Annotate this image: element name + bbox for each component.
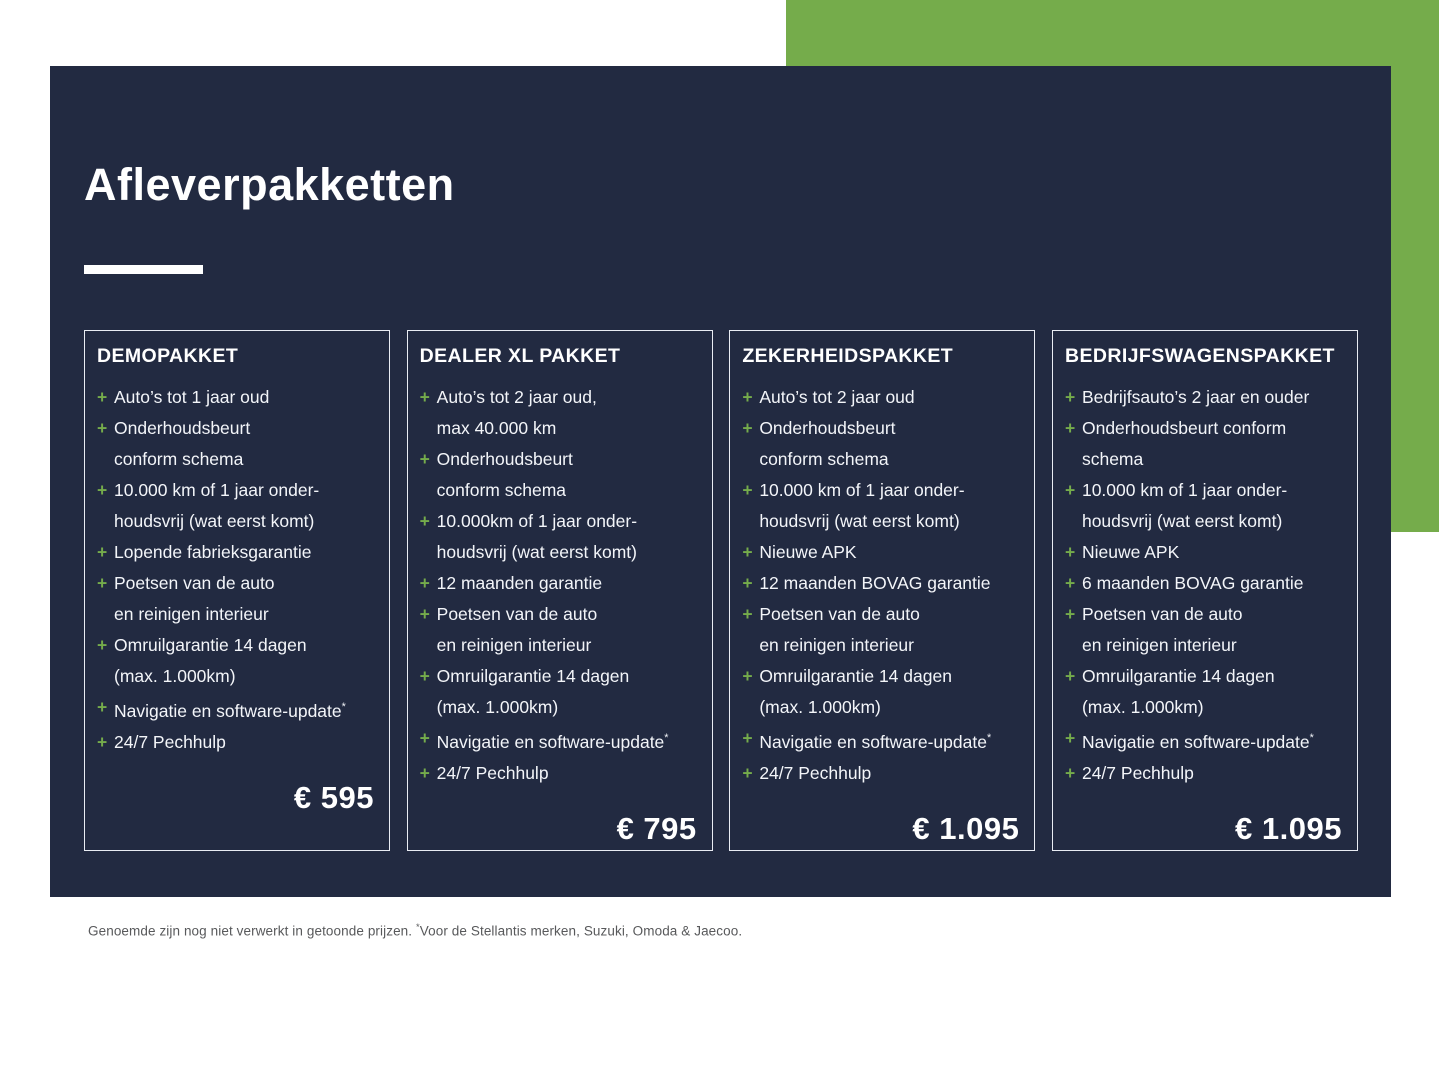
feature-text: Lopende fabrieksgarantie <box>114 542 312 562</box>
plus-bullet-icon: + <box>419 604 430 624</box>
package-feature-continued <box>420 475 698 506</box>
feature-text: Navigatie en software-update* <box>1081 731 1314 752</box>
package-feature <box>1065 599 1343 630</box>
feature-text: en reinigen interieur <box>114 604 269 624</box>
package-feature <box>420 661 698 692</box>
plus-bullet-icon: + <box>419 387 430 407</box>
package-feature <box>1065 382 1343 413</box>
plus-bullet-icon: + <box>1064 666 1076 686</box>
package-feature <box>742 475 1020 506</box>
package-card <box>729 330 1035 851</box>
plus-bullet-icon: + <box>1064 480 1076 500</box>
package-feature <box>742 758 1020 789</box>
feature-text: Navigatie en software-update* <box>759 731 992 752</box>
feature-text: 12 maanden BOVAG garantie <box>759 573 991 593</box>
plus-bullet-icon: + <box>742 573 753 593</box>
package-feature <box>742 568 1020 599</box>
feature-text: (max. 1.000km) <box>436 697 559 717</box>
feature-text: Navigatie en software-update* <box>436 731 669 752</box>
plus-bullet-icon: + <box>97 387 108 407</box>
plus-bullet-icon: + <box>419 728 430 748</box>
package-feature-continued <box>742 630 1020 661</box>
feature-text: en reinigen interieur <box>436 635 592 655</box>
plus-bullet-icon: + <box>1064 604 1076 624</box>
plus-bullet-icon: + <box>97 697 108 717</box>
feature-text: houdsvrij (wat eerst komt) <box>759 511 960 531</box>
plus-bullet-icon: + <box>1064 762 1076 783</box>
package-feature <box>420 506 698 537</box>
footnote: Genoemde zijn nog niet verwerkt in getoonde prijzen. *Voor de Stellantis merken, Suzuki, Omoda & Jaecoo. <box>88 922 743 939</box>
package-feature <box>420 758 698 789</box>
feature-text: Onderhoudsbeurt <box>759 418 896 438</box>
plus-bullet-icon: + <box>419 449 430 469</box>
feature-text: Onderhoudsbeurt <box>436 449 573 469</box>
feature-text: Onderhoudsbeurt <box>114 418 251 438</box>
page-title: Afleverpakketten <box>84 159 455 210</box>
package-feature <box>742 723 1020 758</box>
package-feature-continued <box>1065 506 1343 537</box>
plus-bullet-icon: + <box>419 511 430 531</box>
plus-bullet-icon: + <box>742 728 753 748</box>
feature-text: Omruilgarantie 14 dagen <box>114 635 307 655</box>
package-feature-continued <box>420 413 698 444</box>
feature-text: conform schema <box>114 449 244 469</box>
package-price: € 1.095 <box>1235 810 1342 846</box>
package-feature <box>420 568 698 599</box>
asterisk-note-marker: * <box>664 732 669 744</box>
feature-text: houdsvrij (wat eerst komt) <box>1081 511 1283 531</box>
feature-text: 6 maanden BOVAG garantie <box>1081 573 1304 593</box>
package-feature <box>1065 537 1343 568</box>
package-feature-continued <box>420 630 698 661</box>
plus-bullet-icon: + <box>742 762 753 783</box>
feature-text: (max. 1.000km) <box>759 697 881 717</box>
package-feature <box>742 599 1020 630</box>
plus-bullet-icon: + <box>97 573 108 593</box>
feature-text: (max. 1.000km) <box>114 666 236 686</box>
feature-text: Poetsen van de auto <box>759 604 920 624</box>
package-feature-continued <box>97 444 375 475</box>
package-feature <box>1065 723 1343 758</box>
feature-text: Auto’s tot 2 jaar oud <box>759 387 915 407</box>
feature-text: max 40.000 km <box>436 418 557 438</box>
feature-text: 10.000 km of 1 jaar onder- <box>1081 480 1288 500</box>
feature-text: Omruilgarantie 14 dagen <box>1081 666 1275 686</box>
package-feature <box>97 692 375 727</box>
package-feature <box>420 599 698 630</box>
plus-bullet-icon: + <box>419 666 430 686</box>
package-cards <box>84 330 1358 851</box>
package-feature <box>742 382 1020 413</box>
plus-bullet-icon: + <box>97 731 108 752</box>
feature-text: Navigatie en software-update* <box>114 700 346 721</box>
package-feature <box>97 475 375 506</box>
feature-text: conform schema <box>759 449 889 469</box>
feature-text: Onderhoudsbeurt conform <box>1081 418 1287 438</box>
plus-bullet-icon: + <box>1064 728 1076 748</box>
feature-text: Nieuwe APK <box>759 542 857 562</box>
feature-text: 10.000 km of 1 jaar onder- <box>759 480 965 500</box>
package-feature <box>1065 568 1343 599</box>
plus-bullet-icon: + <box>1064 418 1076 438</box>
feature-text: Auto’s tot 1 jaar oud <box>114 387 270 407</box>
plus-bullet-icon: + <box>742 387 753 407</box>
feature-text: houdsvrij (wat eerst komt) <box>114 511 315 531</box>
plus-bullet-icon: + <box>742 666 753 686</box>
plus-bullet-icon: + <box>97 480 108 500</box>
plus-bullet-icon: + <box>1064 573 1076 593</box>
feature-text: Poetsen van de auto <box>1081 604 1243 624</box>
plus-bullet-icon: + <box>97 635 108 655</box>
feature-text: Bedrijfsauto’s 2 jaar en ouder <box>1081 387 1310 407</box>
asterisk-note-marker: * <box>341 701 346 713</box>
package-feature-continued <box>742 444 1020 475</box>
feature-text: 10.000 km of 1 jaar onder- <box>114 480 320 500</box>
package-feature-continued <box>1065 630 1343 661</box>
package-feature <box>420 723 698 758</box>
package-card <box>84 330 390 851</box>
feature-text: 12 maanden garantie <box>436 573 603 593</box>
package-feature-continued <box>1065 692 1343 723</box>
package-feature <box>1065 413 1343 444</box>
feature-text: conform schema <box>436 480 567 500</box>
package-card <box>407 330 713 851</box>
package-price: € 795 <box>616 810 697 846</box>
asterisk-note-marker: * <box>986 732 992 744</box>
package-feature-continued <box>97 661 375 692</box>
feature-text: Poetsen van de auto <box>114 573 275 593</box>
package-feature <box>742 537 1020 568</box>
feature-text: 24/7 Pechhulp <box>759 762 872 783</box>
feature-text: Omruilgarantie 14 dagen <box>436 666 630 686</box>
package-feature-continued <box>1065 444 1343 475</box>
package-feature <box>1065 758 1343 789</box>
asterisk-note-marker: * <box>1309 732 1314 744</box>
feature-text: (max. 1.000km) <box>1081 697 1204 717</box>
plus-bullet-icon: + <box>742 418 753 438</box>
package-feature <box>97 537 375 568</box>
feature-text: en reinigen interieur <box>1081 635 1237 655</box>
plus-bullet-icon: + <box>742 542 753 562</box>
plus-bullet-icon: + <box>1064 542 1076 562</box>
plus-bullet-icon: + <box>742 480 753 500</box>
plus-bullet-icon: + <box>419 762 430 783</box>
package-title: DEMOPAKKET <box>97 345 239 367</box>
package-feature <box>420 444 698 475</box>
package-feature-continued <box>742 506 1020 537</box>
package-price: € 1.095 <box>912 810 1020 846</box>
feature-text: schema <box>1081 449 1144 469</box>
feature-text: en reinigen interieur <box>759 635 914 655</box>
package-feature <box>742 413 1020 444</box>
feature-text: 24/7 Pechhulp <box>114 731 226 752</box>
feature-text: 10.000km of 1 jaar onder- <box>436 511 638 531</box>
feature-text: 24/7 Pechhulp <box>1081 762 1194 783</box>
package-feature <box>742 661 1020 692</box>
package-card <box>1052 330 1358 851</box>
package-feature <box>420 382 698 413</box>
plus-bullet-icon: + <box>419 573 430 593</box>
package-feature <box>1065 475 1343 506</box>
package-feature <box>97 727 375 758</box>
feature-text: Auto’s tot 2 jaar oud, <box>436 387 597 407</box>
package-feature-continued <box>97 506 375 537</box>
package-feature-continued <box>742 692 1020 723</box>
package-feature-continued <box>420 692 698 723</box>
package-feature <box>97 413 375 444</box>
feature-text: 24/7 Pechhulp <box>436 762 549 783</box>
feature-text: Omruilgarantie 14 dagen <box>759 666 952 686</box>
feature-text: Nieuwe APK <box>1081 542 1180 562</box>
package-feature <box>97 630 375 661</box>
package-feature <box>97 382 375 413</box>
package-feature-continued <box>97 599 375 630</box>
package-price: € 595 <box>293 779 374 815</box>
plus-bullet-icon: + <box>1064 387 1076 407</box>
plus-bullet-icon: + <box>742 604 753 624</box>
package-title: BEDRIJFSWAGENSPAKKET <box>1064 345 1335 367</box>
packages-panel <box>50 66 1391 897</box>
plus-bullet-icon: + <box>97 418 108 438</box>
feature-text: houdsvrij (wat eerst komt) <box>436 542 637 562</box>
package-title: DEALER XL PAKKET <box>419 345 621 367</box>
package-feature-continued <box>420 537 698 568</box>
package-feature <box>97 568 375 599</box>
package-feature <box>1065 661 1343 692</box>
feature-text: Poetsen van de auto <box>436 604 598 624</box>
plus-bullet-icon: + <box>97 542 108 562</box>
title-underline <box>84 265 203 274</box>
asterisk-note-marker: * <box>416 922 420 933</box>
package-title: ZEKERHEIDSPAKKET <box>742 345 954 367</box>
